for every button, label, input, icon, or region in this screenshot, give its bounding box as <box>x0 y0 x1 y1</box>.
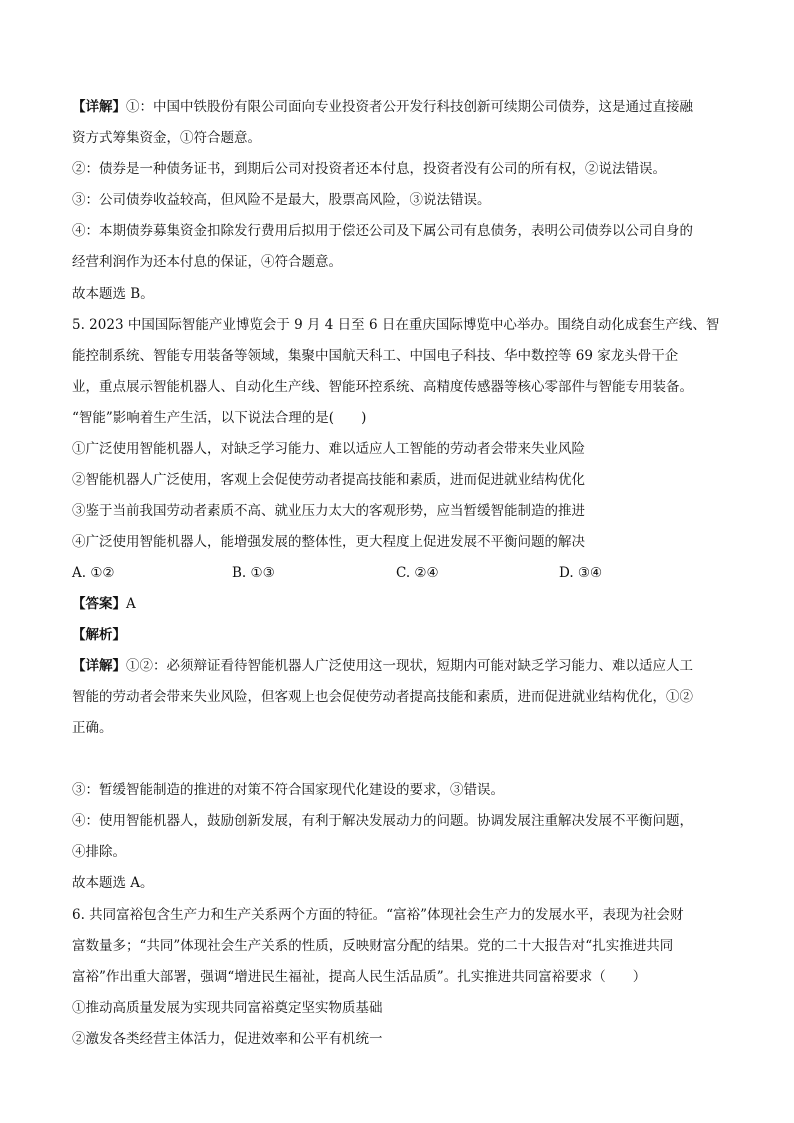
q4-detail-line-6: 经营利润作为还本付息的保证，④符合题意。 <box>72 254 342 270</box>
q5-detail-line-6: ④排除。 <box>72 844 126 860</box>
option-a: A. ①② <box>72 565 115 581</box>
q4-detail-line-4: ③：公司债券收益较高，但风险不是最大，股票高风险，③说法错误。 <box>72 192 491 208</box>
q4-detail-line-5: ④：本期债券募集资金扣除发行费用后拟用于偿还公司及下属公司有息债务，表明公司债券以公司自身的 <box>72 223 693 239</box>
q5-analysis-tag: 【解析】 <box>72 627 126 643</box>
option-c: C. ②④ <box>396 565 439 581</box>
q5-stem-line-4: “智能”影响着生产生活，以下说法合理的是( ) <box>72 410 367 426</box>
q5-item-1: ①广泛使用智能机器人，对缺乏学习能力、难以适应人工智能的劳动者会带来失业风险 <box>72 441 585 457</box>
q4-detail-line-2: 资方式筹集资金，①符合题意。 <box>72 130 261 146</box>
detail-tag: 【详解】 <box>72 99 126 115</box>
q5-item-3: ③鉴于当前我国劳动者素质不高、就业压力太大的客观形势，应当暂缓智能制造的推进 <box>72 503 585 519</box>
q6-item-2: ②激发各类经营主体活力，促进效率和公平有机统一 <box>72 1031 383 1047</box>
q4-detail-line-3: ②：债券是一种债务证书，到期后公司对投资者还本付息，投资者没有公司的所有权，②说法错误。 <box>72 161 666 177</box>
q6-stem-line-3: 富裕”作出重大部署，强调“增进民生福祉，提高人民生活品质”。扎实推进共同富裕要求（ ） <box>72 969 647 985</box>
q5-conclusion: 故本题选 A。 <box>72 875 154 891</box>
q5-stem-line-1: 5. 2023 中国国际智能产业博览会于 9 月 4 日至 6 日在重庆国际博览中心举办。围绕自动化成套生产线、智 <box>72 317 720 333</box>
q5-options <box>72 563 732 583</box>
q5-stem-line-3: 业，重点展示智能机器人、自动化生产线、智能环控系统、高精度传感器等核心零部件与智能专用装备。 <box>72 379 693 395</box>
q5-answer: 【答案】A <box>72 596 136 612</box>
q5-item-2: ②智能机器人广泛使用，客观上会促使劳动者提高技能和素质，进而促进就业结构优化 <box>72 472 585 488</box>
q5-detail-line-1: 【详解】①②：必须辩证看待智能机器人广泛使用这一现状，短期内可能对缺乏学习能力、难以适应人工 <box>72 658 693 674</box>
q6-item-1: ①推动高质量发展为实现共同富裕奠定坚实物质基础 <box>72 1000 383 1016</box>
q5-item-4: ④广泛使用智能机器人，能增强发展的整体性，更大程度上促进发展不平衡问题的解决 <box>72 534 585 550</box>
detail-tag: 【详解】 <box>72 658 126 674</box>
option-d: D. ③④ <box>559 565 603 581</box>
q4-detail-line-1: 【详解】①：中国中铁股份有限公司面向专业投资者公开发行科技创新可续期公司债券，这是通过直接融 <box>72 99 693 115</box>
q5-detail-line-3: 正确。 <box>72 720 113 736</box>
q6-stem-line-2: 富数量多；“共同”体现社会生产关系的性质，反映财富分配的结果。党的二十大报告对“扎实推进共同 <box>72 938 674 954</box>
answer-tag: 【答案】 <box>72 596 126 612</box>
q5-detail-line-4: ③：暂缓智能制造的推进的对策不符合国家现代化建设的要求，③错误。 <box>72 782 504 798</box>
q5-stem-line-2: 能控制系统、智能专用装备等领域，集聚中国航天科工、中国电子科技、华中数控等 69 家龙头骨干企 <box>72 348 679 364</box>
q6-stem-line-1: 6. 共同富裕包含生产力和生产关系两个方面的特征。“富裕”体现社会生产力的发展水平，表现为社会财 <box>72 907 684 923</box>
option-b: B. ①③ <box>232 565 275 581</box>
q4-conclusion: 故本题选 B。 <box>72 286 154 302</box>
q5-detail-line-5: ④：使用智能机器人，鼓励创新发展，有利于解决发展动力的问题。协调发展注重解决发展不平衡问题， <box>72 813 693 829</box>
q5-detail-line-2: 智能的劳动者会带来失业风险，但客观上也会促使劳动者提高技能和素质，进而促进就业结构优化，①② <box>72 689 693 705</box>
